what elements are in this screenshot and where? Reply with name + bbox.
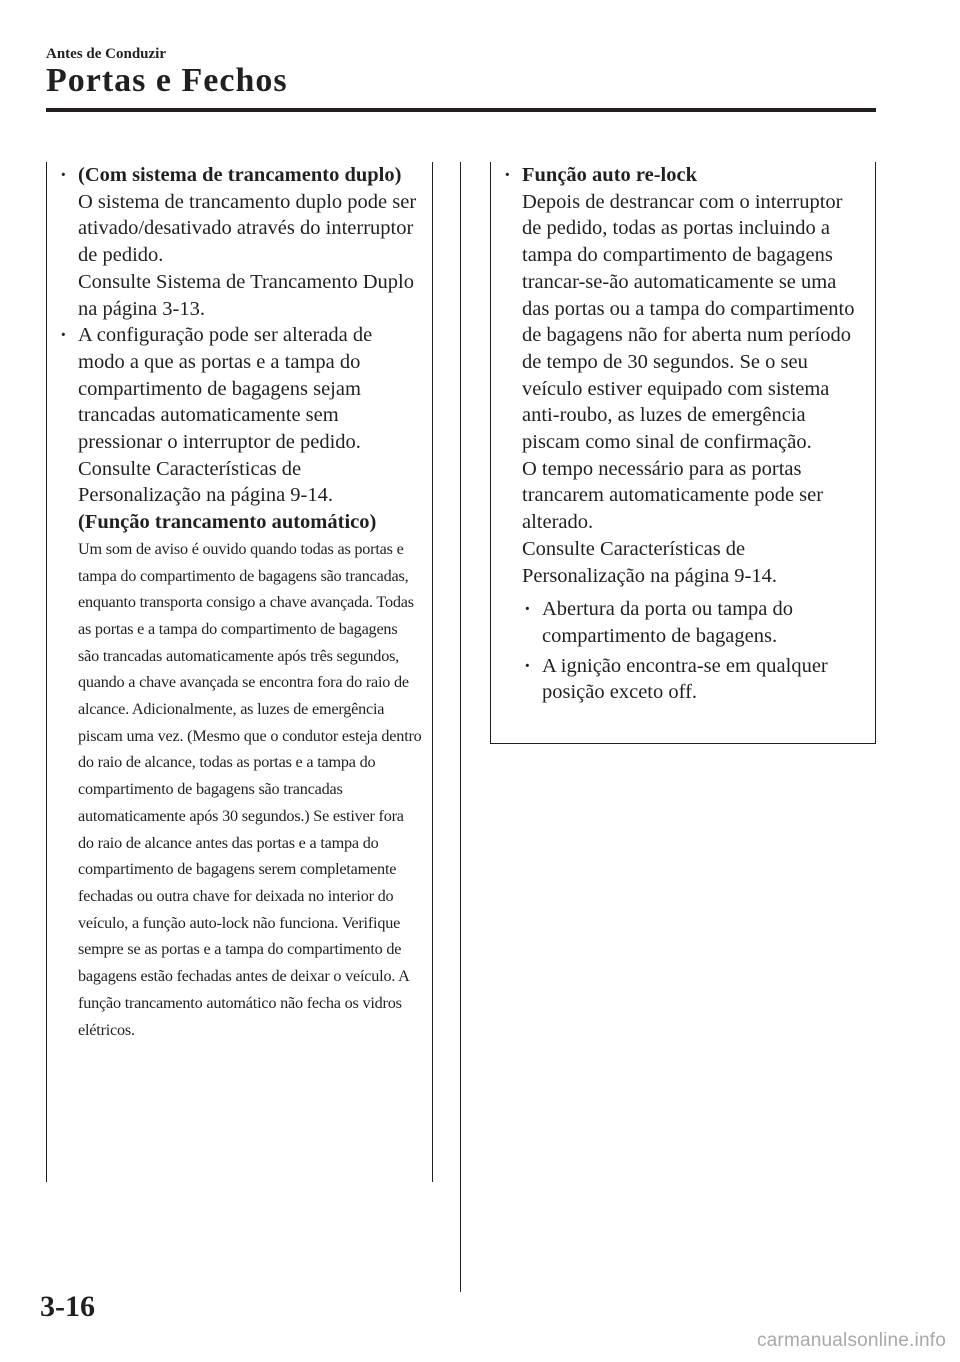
left-box-left-border (46, 162, 47, 1182)
page-title: Portas e Fechos (46, 62, 288, 99)
sub-item-text: Abertura da porta ou tampa do compartimento de bagagens. (542, 598, 794, 647)
list-item-auto-lock-setting (60, 322, 422, 1043)
item-heading: Função auto re-lock (522, 164, 698, 186)
bullet: · (524, 598, 531, 621)
right-box-right-border (875, 162, 876, 744)
section-label: Antes de Conduzir (46, 46, 167, 62)
left-box-right-border (432, 162, 433, 1182)
item-reference: Consulte Características de Personalização na página 9-14. (78, 457, 334, 507)
bullet: · (504, 164, 511, 186)
bullet: · (524, 654, 531, 677)
item-text: O sistema de trancamento duplo pode ser ativado/desativado através do interruptor de pedido. (78, 190, 417, 267)
item-subheading: (Função trancamento automático) (78, 511, 377, 534)
sub-list-item (504, 653, 866, 706)
right-box-bottom-border (490, 743, 876, 744)
item-text-2: O tempo necessário para as portas trancarem automaticamente pode ser alterado. (522, 457, 824, 534)
item-text: Depois de destrancar com o interruptor de pedido, todas as portas incluindo a tampa do compartimento de bagagens trancar-se-ão automaticamente se uma das portas ou a tampa do compartimento de bagagens não for aberta num período de tempo de 30 segundos. Se o seu veículo estiver equipado com sistema anti-roubo, as luzes de emergência piscam como sinal de confirmação. (522, 190, 855, 454)
item-heading: (Com sistema de trancamento duplo) (78, 164, 402, 186)
left-column (60, 162, 422, 1043)
sub-list-item (504, 596, 866, 649)
item-text: A configuração pode ser alterada de modo a que as portas e a tampa do compartimento de bagagens sejam trancadas automaticamente sem pressionar o interruptor de pedido. (78, 324, 373, 454)
item-reference: Consulte Características de Personalização na página 9-14. (522, 537, 778, 587)
bullet: · (60, 324, 67, 347)
column-divider (460, 162, 461, 1292)
watermark: carmanualsonline.info (756, 1330, 946, 1351)
list-item-double-lock (60, 162, 422, 322)
right-box-left-border (490, 162, 491, 744)
right-column (504, 162, 866, 706)
item-reference: Consulte Sistema de Trancamento Duplo na página 3-13. (78, 270, 414, 320)
sub-item-text: A ignição encontra-se em qualquer posição exceto off. (542, 654, 828, 704)
list-item-auto-relock (504, 162, 866, 589)
title-rule (46, 108, 876, 112)
bullet: · (60, 164, 67, 186)
page-number: 3-16 (40, 1290, 95, 1323)
item-detail: Um som de aviso é ouvido quando todas as portas e tampa do compartimento de bagagens são trancadas, enquanto transporta consigo a chave avançada. Todas as portas e a tampa do compartimento de bagagens são trancadas automaticamente após três segundos, quando a chave avançada se encontra fora do raio de alcance. Adicionalmente, as luzes de emergência piscam uma vez. (Mesmo que o condutor esteja dentro do raio de alcance, todas as portas e a tampa do compartimento de bagagens são trancadas automaticamente após 30 segundos.) Se estiver fora do raio de alcance antes das portas e a tampa do compartimento de bagagens serem completamente fechadas ou outra chave for deixada no interior do veículo, a função auto-lock não funciona. Verifique sempre se as portas e a tampa do compartimento de bagagens estão fechadas antes de deixar o veículo. A função trancamento automático não fecha os vidros elétricos. (78, 539, 422, 1039)
